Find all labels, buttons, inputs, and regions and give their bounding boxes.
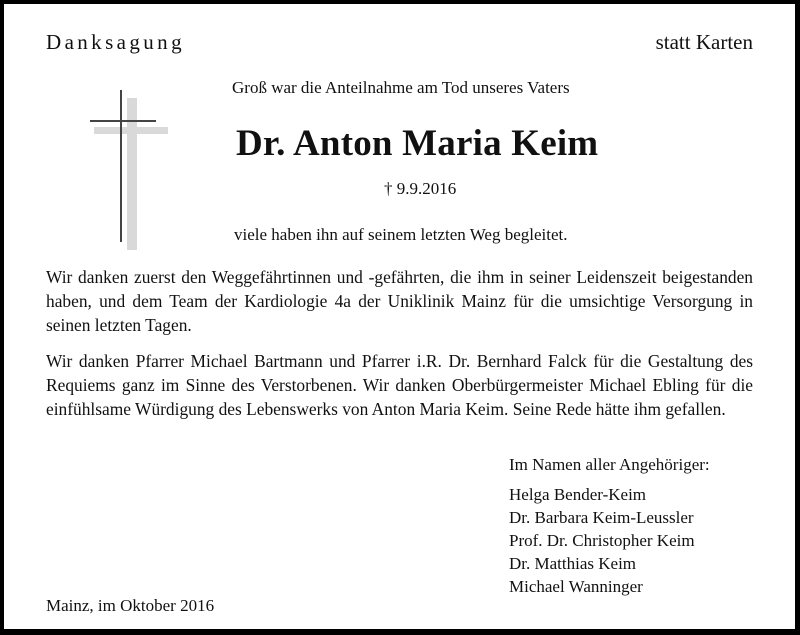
deceased-name: Dr. Anton Maria Keim — [236, 123, 599, 164]
family-name: Dr. Barbara Keim-Leussler — [509, 508, 694, 527]
family-name: Helga Bender-Keim — [509, 485, 647, 504]
signoff-label: Im Namen aller Angehöriger: — [509, 455, 710, 474]
family-name: Dr. Matthias Keim — [509, 554, 637, 573]
statt-karten-label: statt Karten — [655, 30, 753, 54]
obituary-card — [4, 4, 795, 629]
escort-line: viele haben ihn auf seinem letzten Weg begleitet. — [234, 225, 568, 244]
intro-line: Groß war die Anteilnahme am Tod unseres Vaters — [232, 78, 570, 97]
thanks-paragraph-2: Wir danken Pfarrer Michael Bartmann und Pfarrer i.R. Dr. Bernhard Falck für die Gestaltung des Requiems ganz im Sinne des Verstorbenen. Wir danken Oberbürgermeister Michael Ebling für die einfühlsame Würdigung des Lebenswerks von Anton Maria Keim. Seine Rede hätte ihm gefallen. — [46, 351, 753, 419]
heading-danksagung: Danksagung — [46, 30, 185, 54]
death-date: † 9.9.2016 — [384, 179, 457, 198]
thanks-paragraph-1: Wir danken zuerst den Weggefährtinnen und -gefährten, die ihm in seiner Leidenszeit beigestanden haben, und dem Team der Kardiologie 4a der Uniklinik Mainz für die umsichtige Versorgung in seinen letzten Tagen. — [46, 267, 753, 335]
family-names-list — [509, 483, 695, 598]
cross-icon — [90, 90, 170, 250]
family-name: Michael Wanninger — [509, 577, 643, 596]
family-name: Prof. Dr. Christopher Keim — [509, 531, 695, 550]
place-date: Mainz, im Oktober 2016 — [46, 596, 215, 615]
